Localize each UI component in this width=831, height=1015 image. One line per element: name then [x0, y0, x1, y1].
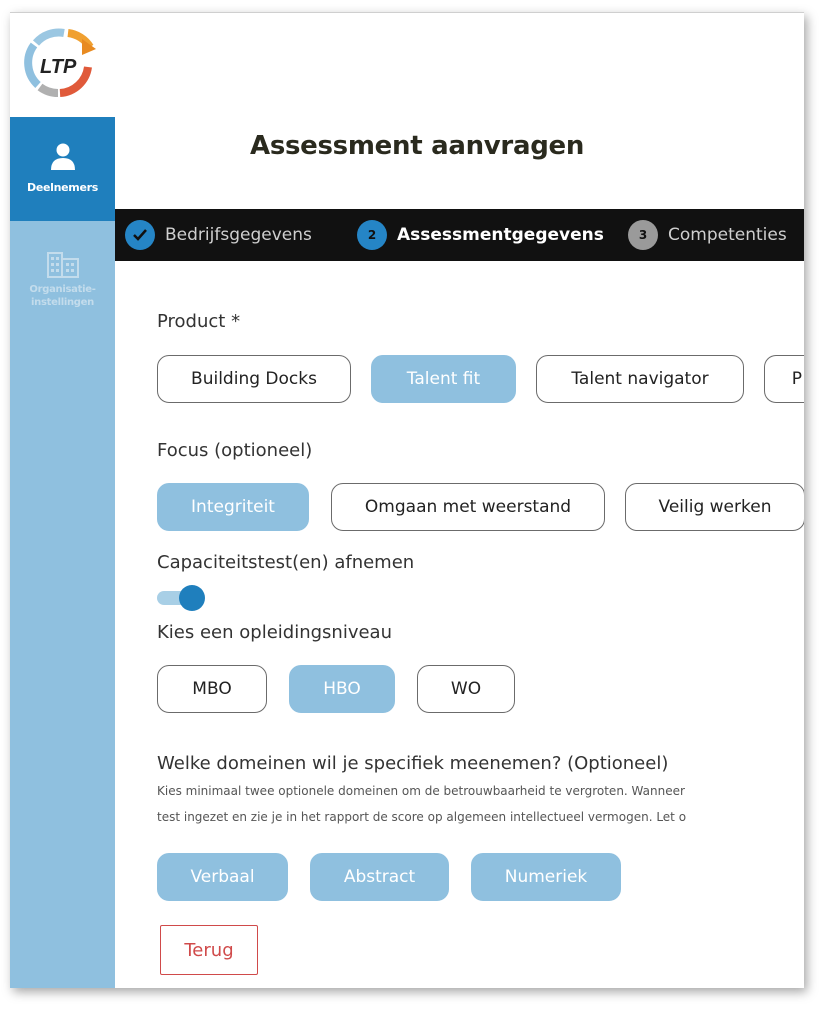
product-option-building-docks[interactable]: Building Docks: [157, 355, 351, 403]
education-option-mbo[interactable]: MBO: [157, 665, 267, 713]
back-button[interactable]: Terug: [160, 925, 258, 975]
step-number: 2: [357, 220, 387, 250]
svg-text:LTP: LTP: [40, 56, 77, 78]
sidebar-item-deelnemers[interactable]: [10, 117, 115, 221]
domain-option-abstract[interactable]: Abstract: [310, 853, 449, 901]
sidebar-item-label: Deelnemers: [26, 181, 98, 194]
sidebar-item-organisatie[interactable]: [10, 241, 115, 321]
education-option-wo[interactable]: WO: [417, 665, 515, 713]
focus-label: Focus (optioneel): [157, 440, 313, 461]
stepper: [115, 209, 804, 261]
app-window: [10, 12, 804, 988]
education-option-hbo[interactable]: HBO: [289, 665, 395, 713]
step-label: Assessmentgegevens: [397, 225, 604, 245]
toggle-knob: [179, 585, 205, 611]
focus-option-omgaan-met-weerstand[interactable]: Omgaan met weerstand: [331, 483, 605, 531]
step-bedrijfsgegevens[interactable]: [125, 209, 312, 261]
step-label: Bedrijfsgegevens: [165, 225, 312, 245]
product-option-talent-fit[interactable]: Talent fit: [371, 355, 516, 403]
person-icon: [50, 143, 76, 171]
step-label: Competenties: [668, 225, 787, 245]
page-title: Assessment aanvragen: [250, 131, 585, 161]
step-assessmentgegevens[interactable]: [357, 209, 604, 261]
domains-label: Welke domeinen wil je specifiek meenemen? (Optioneel): [157, 753, 669, 774]
capacity-toggle[interactable]: [157, 585, 207, 611]
sidebar-item-label: Organisatie- instellingen: [29, 284, 96, 308]
step-number: 3: [628, 220, 658, 250]
focus-option-integriteit[interactable]: Integriteit: [157, 483, 309, 531]
capacity-label: Capaciteitstest(en) afnemen: [157, 552, 415, 573]
check-icon: [125, 220, 155, 250]
step-competenties[interactable]: [628, 209, 787, 261]
domain-option-verbaal[interactable]: Verbaal: [157, 853, 288, 901]
product-option-talent-navigator[interactable]: Talent navigator: [536, 355, 744, 403]
building-icon: [46, 249, 80, 279]
focus-option-veilig-werken[interactable]: Veilig werken: [625, 483, 804, 531]
domains-help-text-line1: Kies minimaal twee optionele domeinen om de betrouwbaarheid te vergroten. Wanneer: [157, 784, 685, 798]
logo[interactable]: [10, 13, 115, 117]
product-option-truncated[interactable]: P: [764, 355, 804, 403]
education-label: Kies een opleidingsniveau: [157, 622, 392, 643]
sidebar: [10, 13, 115, 988]
domains-help-text-line2: test ingezet en zie je in het rapport de score op algemeen intellectueel vermogen. Let o: [157, 810, 687, 824]
ltp-logo-icon: [20, 27, 100, 99]
domain-option-numeriek[interactable]: Numeriek: [471, 853, 621, 901]
product-label: Product *: [157, 311, 241, 332]
